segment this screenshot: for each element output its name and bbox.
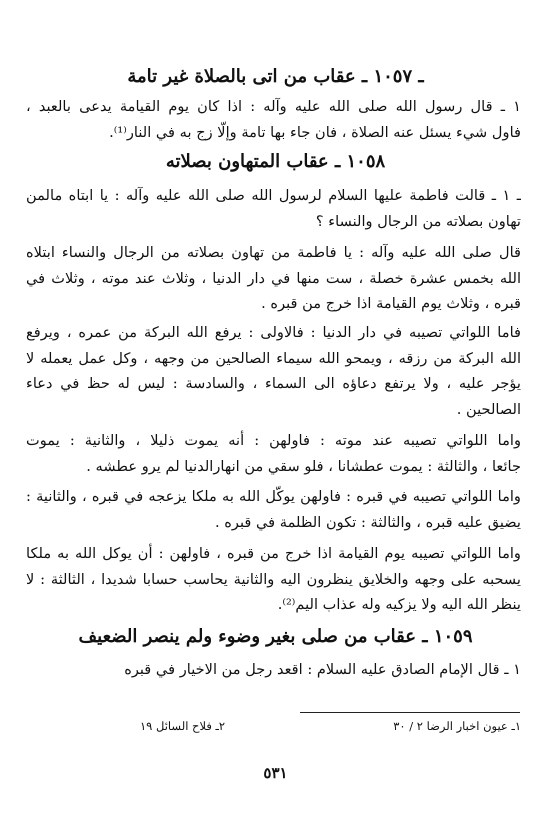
paragraph-1058-3 [26, 320, 521, 422]
text-line: الله البركة من رزقه ، ويمحو الله سيماء الصالحين من وجهه ، وكل عمل يعمله لا [26, 349, 521, 367]
text-line: ١ ـ قال الإمام الصادق عليه السلام : اقعد رجل من الاخيار في قبره [124, 661, 521, 678]
paragraph-1058-4 [26, 428, 521, 479]
paragraph-1059-1 [26, 657, 521, 683]
footnote-2: ٢ـ فلاح السائل ١٩ [140, 719, 226, 733]
footnote-divider [300, 712, 520, 713]
heading-1059: ١٠٥٩ ـ عقاب من صلى بغير وضوء ولم ينصر الضعيف [78, 626, 473, 647]
text-line: تهاون بصلاته من الرجال والنساء ؟ [315, 212, 521, 230]
text-line: واما اللواتي تصيبه عند موته : فاولهن : أنه يموت ذليلا ، والثانية : يموت [26, 432, 521, 449]
text-line: جائعا ، والثالثة : يموت عطشانا ، فلو سقي من انهارالدنيا لم يرو عطشه . [86, 457, 521, 475]
text-line: الصالحين . [456, 400, 521, 418]
text-line: ينظر الله اليه ولا يزكيه وله عذاب اليم⁽²⁾. [277, 596, 521, 613]
text-line: يسحبه على وجهه والخلايق ينظرون اليه والثانية يحاسب حسابا شديدا ، الثالثة : لا [26, 570, 521, 588]
heading-1058: ١٠٥٨ ـ عقاب المتهاون بصلاته [165, 151, 386, 172]
text-line: قال صلى الله عليه وآله : يا فاطمة من تهاون بصلاته من الرجال والنساء ابتلاه [26, 244, 521, 261]
text-line: فاول شيء يسئل عنه الصلاة ، فان جاء بها تامة وإلّا زج به في النار⁽¹⁾. [109, 123, 521, 141]
paragraph-1058-2 [26, 240, 521, 317]
paragraph-1058-1 [26, 183, 521, 234]
text-line: ١ ـ قال رسول الله صلى الله عليه وآله : اذا كان يوم القيامة يدعى بالعبد ، [26, 98, 521, 115]
paragraph-1057-1 [26, 94, 521, 145]
paragraph-1058-6 [26, 541, 521, 618]
footnote-1: ١ـ عيون اخبار الرضا ٢ / ٣٠ [393, 719, 521, 733]
text-line: يؤجر عليه ، ولا يرتفع دعاؤه الى السماء ، والسادسة : ليس له حظ في دعاء [26, 375, 521, 392]
heading-1057: ـ ١٠٥٧ ـ عقاب من اتى بالصلاة غير تامة [127, 66, 424, 87]
text-line: فاما اللواتي تصيبه في دار الدنيا : فالاولى : يرفع الله البركة من عمره ، ويرفع [26, 324, 521, 341]
text-line: ـ ١ ـ قالت فاطمة عليها السلام لرسول الله صلى الله عليه وآله : يا ابتاه مالمن [26, 187, 521, 204]
text-line: قبره ، وثلاث يوم القيامة اذا خرج من قبره . [261, 295, 521, 312]
text-line: واما اللواتي تصيبه يوم القيامة اذا خرج من قبره ، فاولهن : أن يوكل الله به ملكا [26, 545, 521, 562]
paragraph-1058-5 [26, 484, 521, 535]
text-line: الله بخمس عشرة خصلة ، ست منها في دار الدنيا ، وثلاث عند موته ، وثلاث في [26, 269, 521, 287]
text-line: يضيق عليه قبره ، والثالثة : تكون الظلمة في قبره . [214, 513, 521, 531]
text-line: واما اللواتي تصيبه في قبره : فاولهن يوكّل الله به ملكا يزعجه في قبره ، والثانية : [26, 488, 521, 505]
page-number: ٥٣١ [263, 764, 288, 782]
